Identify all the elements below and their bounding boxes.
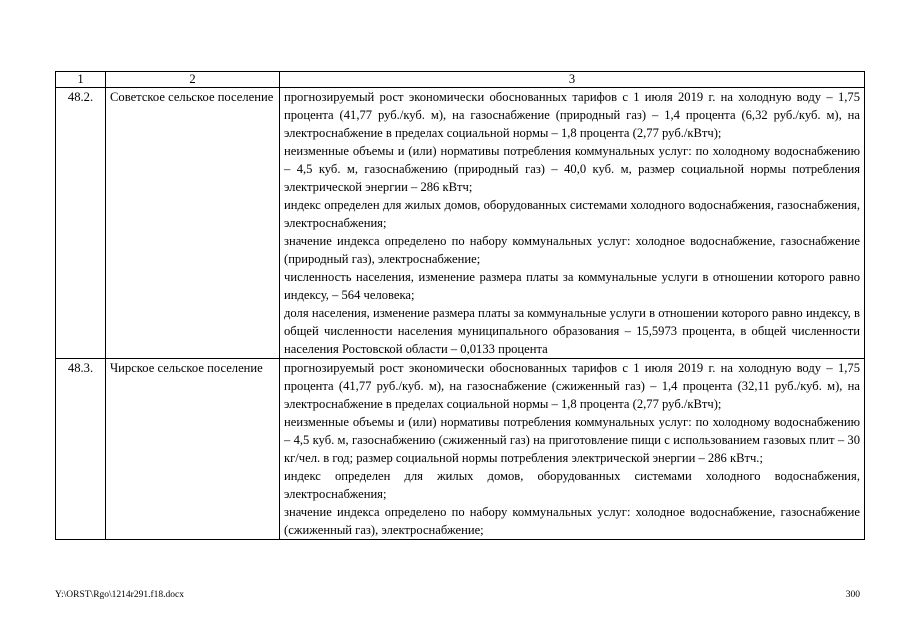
paragraph: неизменные объемы и (или) нормативы потребления коммунальных услуг: по холодному водоснабжению – 4,5 куб. м, газоснабжению (сжиженный газ) на приготовление пищи с использованием газовых плит – 30 кг/чел. в год; размер социальной нормы потребления электрической энергии – 286 кВтч.; — [284, 415, 860, 465]
municipality-name: Чирское сельское поселение — [106, 359, 280, 540]
header-col-3: 3 — [280, 72, 865, 88]
row-number: 48.3. — [56, 359, 106, 540]
header-col-1: 1 — [56, 72, 106, 88]
description-cell — [280, 359, 865, 540]
table-header-row — [56, 72, 865, 88]
municipality-name: Советское сельское поселение — [106, 88, 280, 359]
paragraph: значение индекса определено по набору коммунальных услуг: холодное водоснабжение, газоснабжение (природный газ), электроснабжение; — [284, 234, 860, 266]
paragraph: прогнозируемый рост экономически обоснованных тарифов с 1 июля 2019 г. на холодную воду – 1,75 процента (41,77 руб./куб. м), на газоснабжение (сжиженный газ) – 1,4 процента (32,11 руб./куб. м), на электроснабжение в пределах социальной нормы – 1,8 процента (2,77 руб./кВтч); — [284, 361, 860, 411]
page-number: 300 — [845, 590, 860, 600]
header-col-2: 2 — [106, 72, 280, 88]
paragraph: индекс определен для жилых домов, оборудованных системами холодного водоснабжения, электроснабжения; — [284, 469, 860, 501]
table-row — [56, 88, 865, 359]
paragraph: неизменные объемы и (или) нормативы потребления коммунальных услуг: по холодному водоснабжению – 4,5 куб. м, газоснабжению (природный газ) – 40,0 куб. м, размер социальной нормы потребления электрической энергии – 286 кВтч; — [284, 144, 860, 194]
description-cell — [280, 88, 865, 359]
paragraph: индекс определен для жилых домов, оборудованных системами холодного водоснабжения, газоснабжения, электроснабжения; — [284, 198, 860, 230]
tariff-table — [55, 71, 865, 540]
paragraph: численность населения, изменение размера платы за коммунальные услуги в отношении которого равно индексу, – 564 человека; — [284, 270, 860, 302]
paragraph: доля населения, изменение размера платы за коммунальные услуги в отношении которого равно индексу, в общей численности населения муниципального образования – 15,5973 процента, в общей численности населения Ростовской области – 0,0133 процента — [284, 306, 860, 356]
row-number: 48.2. — [56, 88, 106, 359]
paragraph: значение индекса определено по набору коммунальных услуг: холодное водоснабжение, газоснабжение (сжиженный газ), электроснабжение; — [284, 505, 860, 537]
footer-file-path: Y:\ORST\Rgo\1214r291.f18.docx — [55, 590, 184, 600]
table-row — [56, 359, 865, 540]
paragraph: прогнозируемый рост экономически обоснованных тарифов с 1 июля 2019 г. на холодную воду – 1,75 процента (41,77 руб./куб. м), на газоснабжение (природный газ) – 1,4 процента (6,32 руб./куб. м), на электроснабжение в пределах социальной нормы – 1,8 процента (2,77 руб./кВтч); — [284, 90, 860, 140]
